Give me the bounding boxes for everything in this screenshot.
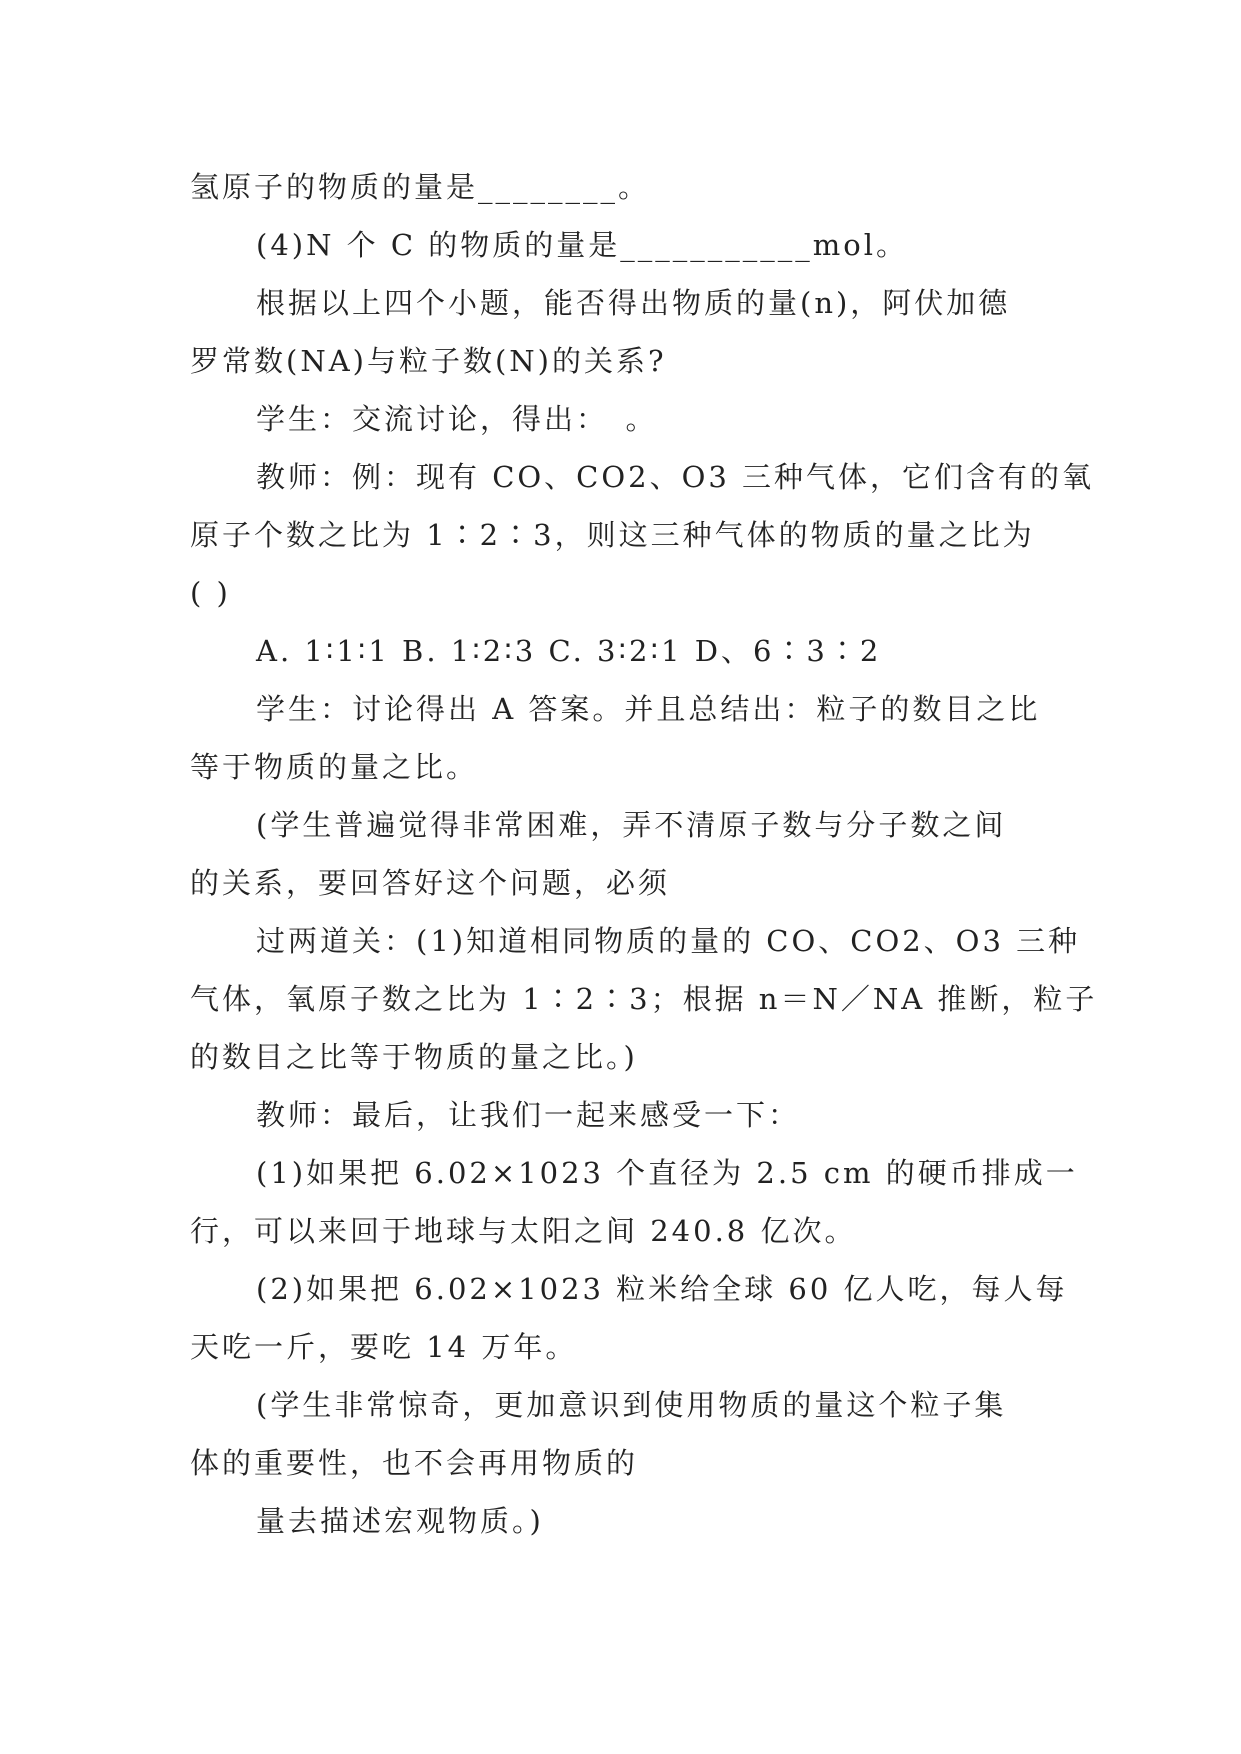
text-line: A. 1∶1∶1 B. 1∶2∶3 C. 3∶2∶1 D、6∶3∶2 <box>256 634 882 668</box>
text-line: ( ) <box>190 576 231 610</box>
text-line: 的数目之比等于物质的量之比。) <box>190 1040 638 1074</box>
text-line: 天吃一斤，要吃 14 万年。 <box>190 1330 578 1364</box>
text-line: (2)如果把 6.02×1023 粒米给全球 60 亿人吃，每人每 <box>256 1272 1068 1306</box>
text-line: (学生普遍觉得非常困难，弄不清原子数与分子数之间 <box>256 808 1007 842</box>
text-line: 氢原子的物质的量是________。 <box>190 170 651 204</box>
text-line: 教师：例：现有 CO、CO2、O3 三种气体，它们含有的氧 <box>256 460 1095 494</box>
text-line: 量去描述宏观物质。) <box>256 1504 544 1538</box>
text-line: 气体，氧原子数之比为 1∶2∶3；根据 n＝N／NA 推断，粒子 <box>190 982 1098 1016</box>
text-line: 过两道关：(1)知道相同物质的量的 CO、CO2、O3 三种 <box>256 924 1081 958</box>
text-line: 原子个数之比为 1∶2∶3，则这三种气体的物质的量之比为 <box>190 518 1035 552</box>
text-line: 教师：最后，让我们一起来感受一下： <box>256 1098 801 1132</box>
text-line: (学生非常惊奇，更加意识到使用物质的量这个粒子集 <box>256 1388 1007 1422</box>
document-body <box>190 158 1098 1550</box>
text-line: 学生：讨论得出 A 答案。并且总结出：粒子的数目之比 <box>256 692 1041 726</box>
text-line: 体的重要性，也不会再用物质的 <box>190 1446 639 1480</box>
text-line: 等于物质的量之比。 <box>190 750 479 784</box>
text-line: 的关系，要回答好这个问题，必须 <box>190 866 671 900</box>
text-line: (1)如果把 6.02×1023 个直径为 2.5 cm 的硬币排成一 <box>256 1156 1078 1190</box>
text-line: 根据以上四个小题，能否得出物质的量(n)，阿伏加德 <box>256 286 1011 320</box>
text-line: 行，可以来回于地球与太阳之间 240.8 亿次。 <box>190 1214 857 1248</box>
text-line: 罗常数(NA)与粒子数(N)的关系? <box>190 344 667 378</box>
text-line: (4)N 个 C 的物质的量是___________mol。 <box>256 228 909 262</box>
text-line: 学生：交流讨论，得出： 。 <box>256 402 658 436</box>
